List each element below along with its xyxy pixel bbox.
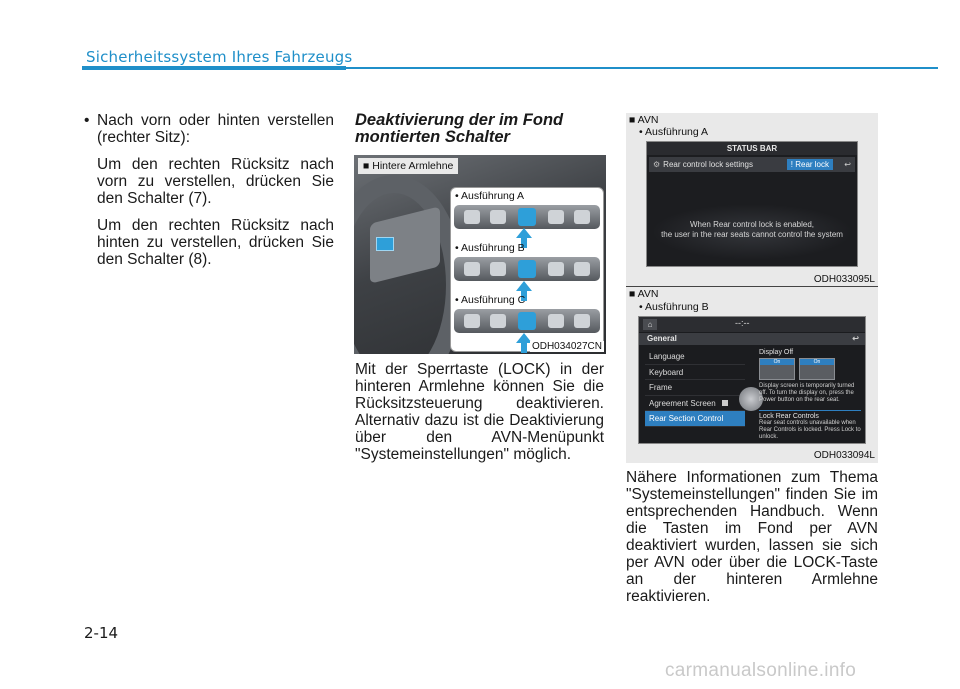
clock: --:-- xyxy=(735,318,750,328)
screen-header xyxy=(639,333,865,345)
menu-item: Language xyxy=(645,349,745,365)
home-icon: ⌂ xyxy=(643,319,657,330)
menu-item: Frame xyxy=(645,380,745,396)
column-left xyxy=(84,112,334,268)
variant-label: • Ausführung A xyxy=(455,190,525,202)
menu-item: Keyboard xyxy=(645,365,745,381)
section-header: Sicherheitssystem Ihres Fahrzeugs xyxy=(86,48,353,66)
option-label: On xyxy=(800,359,834,365)
figure-tag: ■ Hintere Armlehne xyxy=(358,158,458,174)
option-button xyxy=(759,358,795,380)
lock-button xyxy=(518,208,536,226)
paragraph: Mit der Sperrtaste (LOCK) in der hinteren Armlehne können Sie die Rücksitzsteuerung deaktivieren. Alternativ dazu ist die Deaktivierung über den AVN-Menüpunkt "Systemeinstellungen" möglich. xyxy=(355,361,604,463)
armrest-lock-switch xyxy=(376,237,394,251)
menu-item-label: Agreement Screen xyxy=(649,398,716,408)
switch-key xyxy=(574,314,590,328)
armrest-figure xyxy=(354,155,606,354)
status-bar: STATUS BAR xyxy=(647,142,857,155)
settings-menu xyxy=(645,349,745,427)
avn-screen xyxy=(646,141,858,267)
option-label: On xyxy=(760,359,794,365)
variant-label: • Ausführung A xyxy=(639,126,709,138)
bullet-dot-icon: • xyxy=(84,112,90,129)
lock-button xyxy=(518,260,536,278)
paragraph: Um den rechten Rücksitz nach vorn zu verstellen, drücken Sie den Schalter (7). xyxy=(97,156,334,207)
switch-key xyxy=(490,314,506,328)
message-line: the user in the rear seats cannot control the system xyxy=(661,230,843,239)
settings-pane xyxy=(759,349,861,441)
variant-label: • Ausführung B xyxy=(639,301,709,313)
checkbox-icon xyxy=(722,400,728,406)
lock-description: Rear seat controls unavailable when Rear Controls is locked. Press Lock to unlock. xyxy=(759,420,861,440)
arrow-up-icon xyxy=(516,281,532,291)
variant-label: • Ausführung B xyxy=(455,242,525,254)
page-number: 2-14 xyxy=(84,624,119,642)
header-rule-thick xyxy=(82,66,346,70)
bullet-text: Nach vorn oder hinten verstellen (rechter Sitz): xyxy=(97,112,334,146)
bullet-item xyxy=(84,112,334,146)
switch-key xyxy=(490,262,506,276)
lock-button xyxy=(518,312,536,330)
lock-section xyxy=(759,410,861,441)
section-heading: Deaktivierung der im Fond montierten Schalter xyxy=(355,111,564,146)
header-rule-thin xyxy=(346,67,938,69)
screen-message xyxy=(651,204,853,260)
option-buttons xyxy=(759,358,861,380)
figure-code: ODH033095L xyxy=(813,274,875,285)
screen-header-label: General xyxy=(647,334,677,343)
avn-figure-b xyxy=(626,287,878,463)
settings-row xyxy=(649,157,855,172)
column-middle-text xyxy=(355,361,604,463)
switch-key xyxy=(548,314,564,328)
switch-key xyxy=(574,210,590,224)
switch-panel-a xyxy=(454,205,600,229)
switch-key xyxy=(464,314,480,328)
figure-code: ODH033094L xyxy=(813,450,875,461)
message-line: When Rear control lock is enabled, xyxy=(689,220,815,229)
switch-key xyxy=(464,262,480,276)
back-arrow-icon: ↩ xyxy=(852,334,859,343)
switch-panel-c xyxy=(454,309,600,333)
paragraph: Nähere Informationen zum Thema "Systemeinstellungen" finden Sie im entsprechenden Handbuch. Wenn die Tasten im Fond per AVN deaktiviert wurden, lassen sie sich per AVN oder über die LOCK-Taste an der hinteren Armlehne reaktivieren. xyxy=(626,469,878,605)
switch-panel-b xyxy=(454,257,600,281)
arrow-up-icon xyxy=(516,228,532,238)
column-right-text xyxy=(626,469,878,605)
top-bar xyxy=(639,317,865,332)
pane-title: Display Off xyxy=(759,349,794,356)
option-button xyxy=(799,358,835,380)
gear-icon: ⚙ xyxy=(653,160,661,169)
settings-row-label: Rear control lock settings xyxy=(663,160,753,169)
switch-key xyxy=(490,210,506,224)
avn-screen xyxy=(638,316,866,444)
lock-title: Lock Rear Controls xyxy=(759,413,819,420)
menu-item-selected: Rear Section Control xyxy=(645,411,745,427)
avn-figure-a xyxy=(626,113,878,287)
paragraph: Um den rechten Rücksitz nach hinten zu verstellen, drücken Sie den Schalter (8). xyxy=(97,217,334,268)
figure-tag: ■ AVN xyxy=(629,288,659,300)
arrow-stem xyxy=(521,343,527,353)
pane-description: Display screen is temporarily turned off. To turn the display on, press the Power button on the rear seat. xyxy=(759,383,855,403)
back-arrow-icon: ↩ xyxy=(844,160,851,169)
watermark: carmanualsonline.info xyxy=(665,660,857,681)
figure-code: ODH034027CN xyxy=(531,341,602,352)
switch-key xyxy=(574,262,590,276)
switch-key xyxy=(548,210,564,224)
menu-item-agreement xyxy=(645,396,745,412)
variant-label: • Ausführung C xyxy=(455,294,526,306)
switch-callout xyxy=(450,187,604,352)
rear-lock-badge: ! Rear lock xyxy=(787,159,833,170)
switch-key xyxy=(548,262,564,276)
figure-tag: ■ AVN xyxy=(629,114,659,126)
switch-key xyxy=(464,210,480,224)
